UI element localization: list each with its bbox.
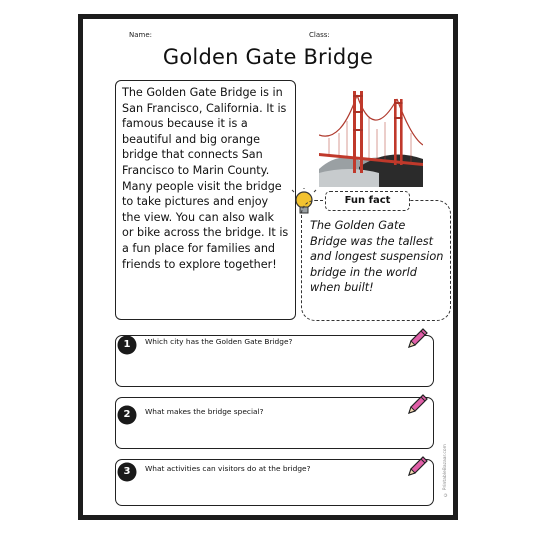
question-text-1: Which city has the Golden Gate Bridge?: [145, 337, 293, 346]
story-text-box: The Golden Gate Bridge is in San Francisco, California. It is famous because it is a beautiful and big orange bridge that connects San Francisco to Marin County. Many people visit the bridge to take pictures and enjoy the view. You can also walk or bike across the bridge. It is a fun place for families and friends to explore together!: [115, 80, 296, 320]
name-label: Name:: [129, 31, 153, 39]
question-text-2: What makes the bridge special?: [145, 407, 264, 416]
pencil-icon: [406, 392, 430, 416]
worksheet-frame: [78, 14, 458, 520]
question-text-3: What activities can visitors do at the bridge?: [145, 464, 311, 473]
pencil-icon: [406, 326, 430, 350]
question-number-2: 2: [119, 407, 135, 423]
fun-fact-text: The Golden Gate Bridge was the tallest and longest suspension bridge in the world when built!: [310, 219, 444, 294]
golden-gate-bridge-illustration: [319, 77, 423, 187]
question-number-1: 1: [119, 337, 135, 353]
class-label: Class:: [309, 31, 330, 39]
page-title: Golden Gate Bridge: [162, 45, 374, 69]
answer-box-2[interactable]: [115, 397, 434, 449]
pencil-icon: [406, 454, 430, 478]
fun-fact-label: Fun fact: [325, 191, 410, 211]
credit-text: © PrintableBazaar.com: [443, 444, 448, 497]
question-number-3: 3: [119, 464, 135, 480]
